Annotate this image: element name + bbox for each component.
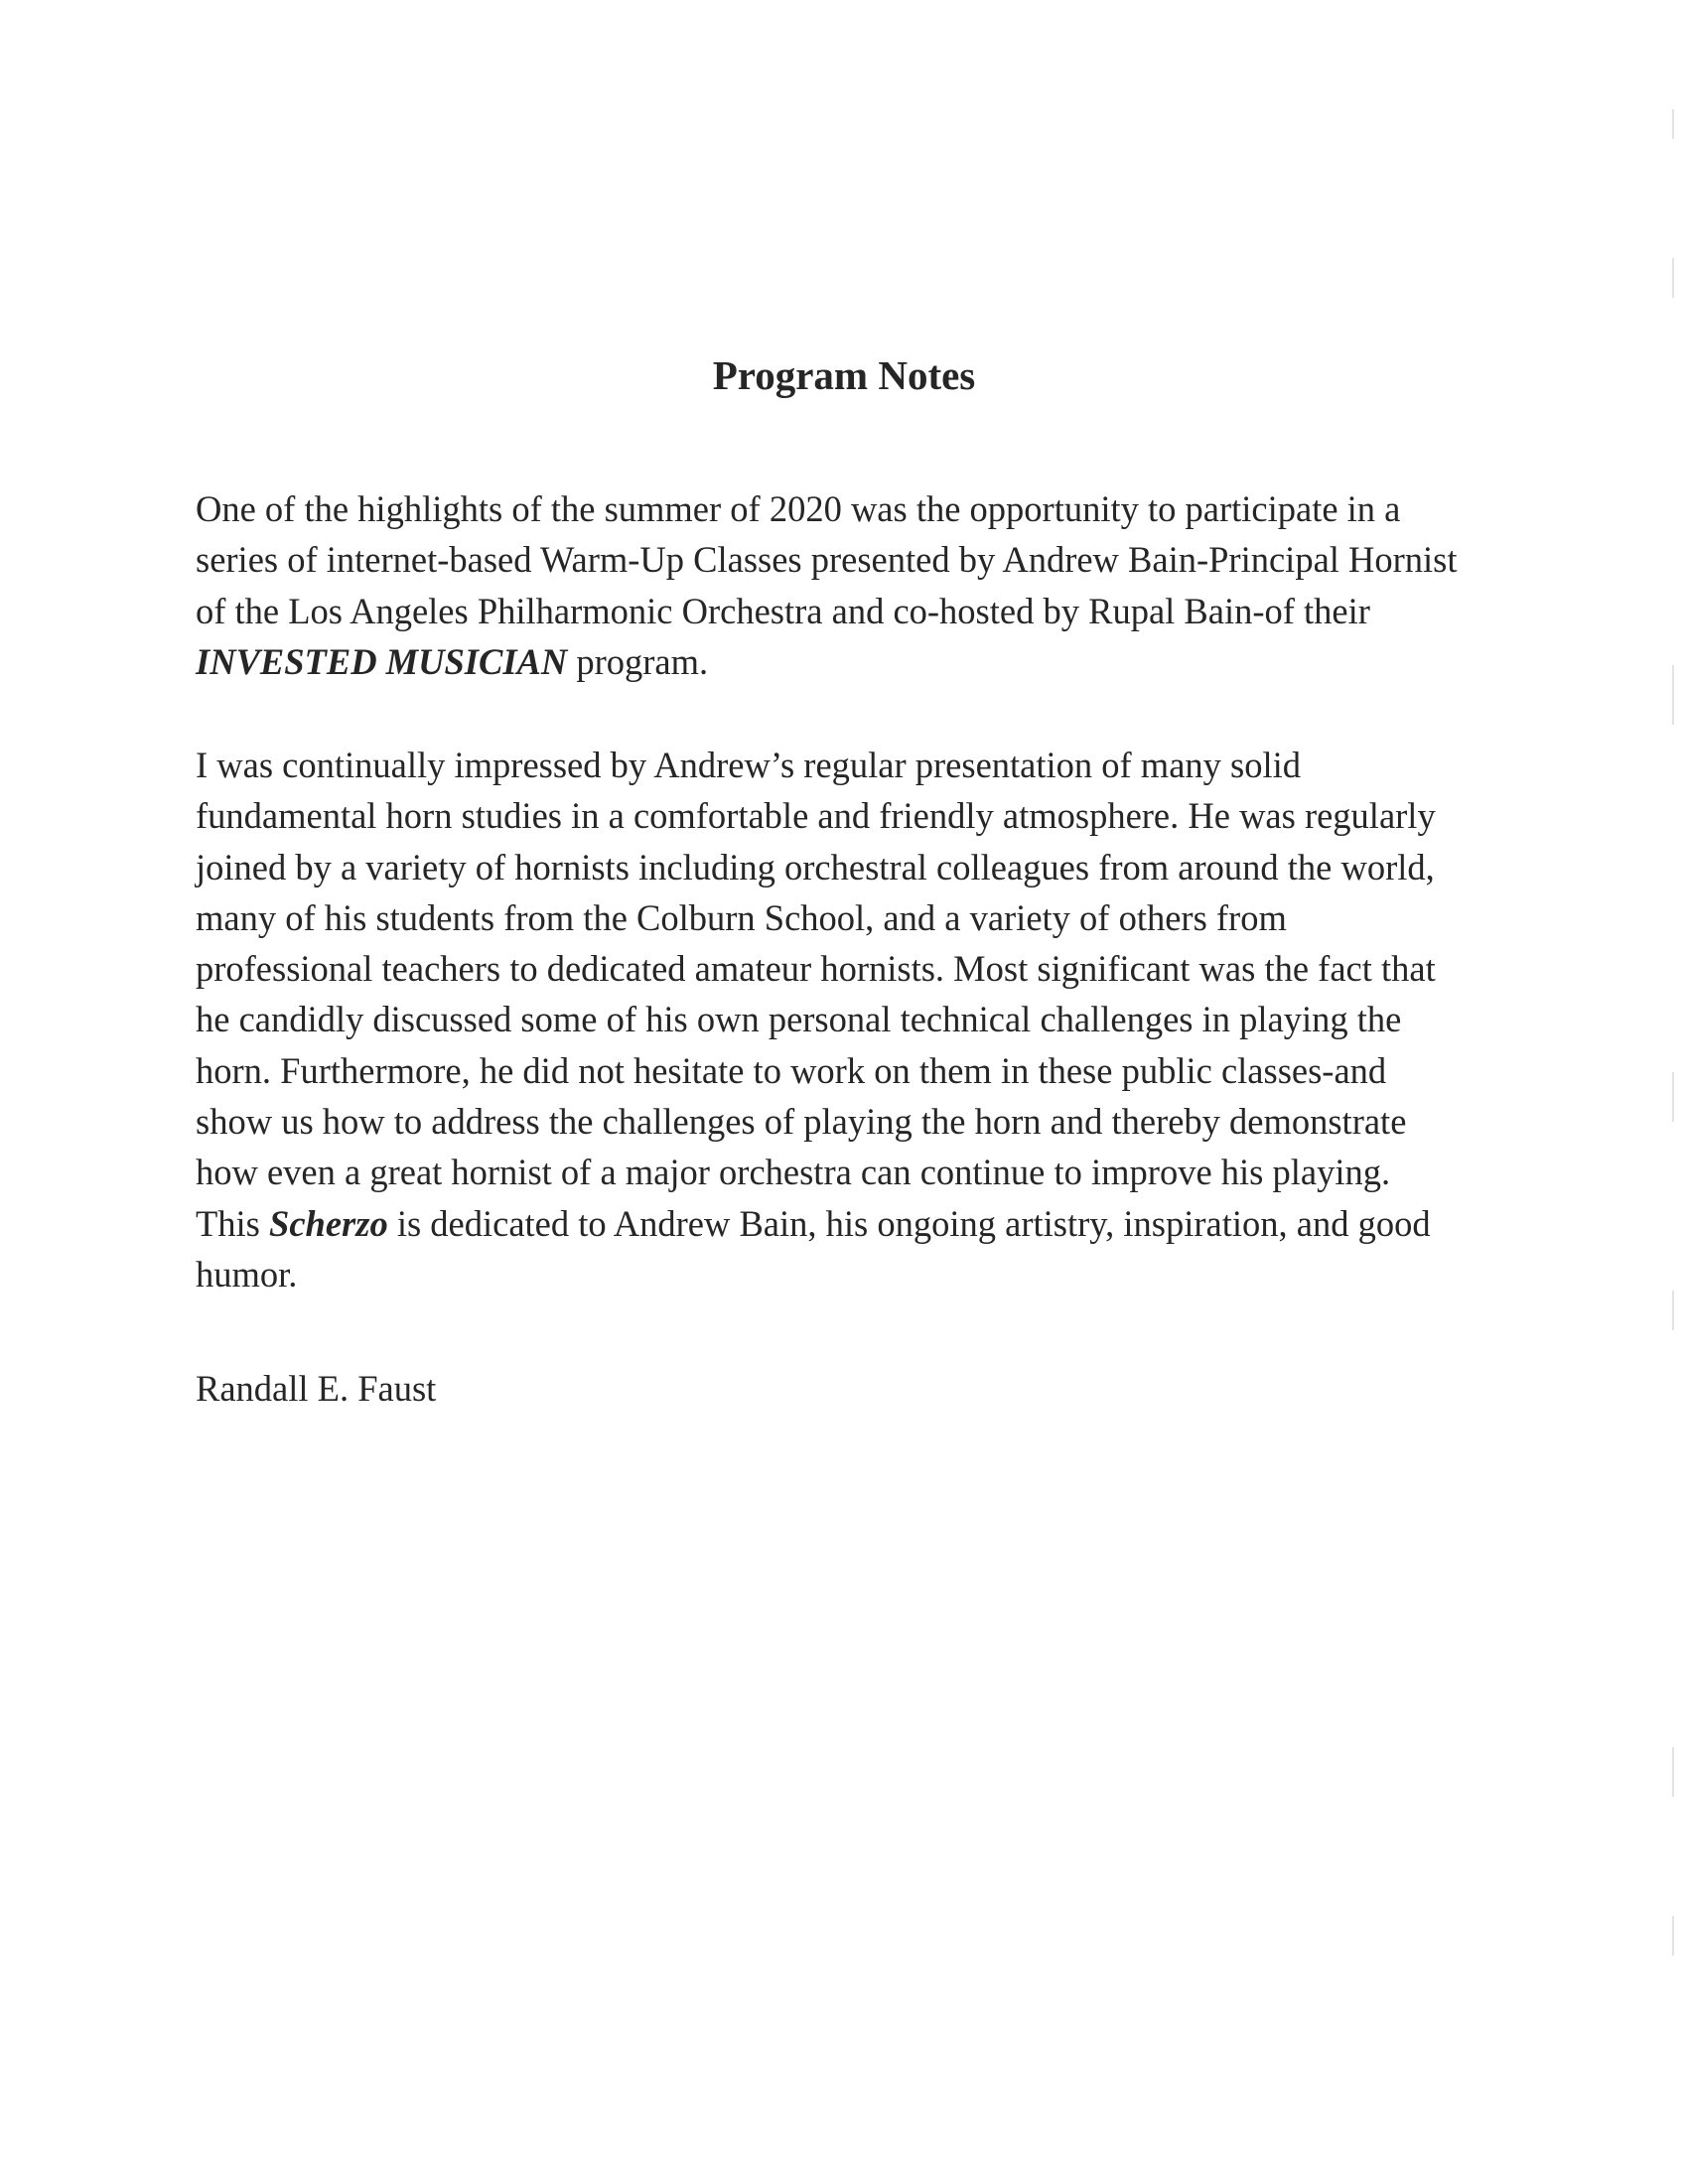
paragraph-line: horn. Furthermore, he did not hesitate to work on them in these public classes-and — [196, 1049, 1387, 1091]
scan-artifact — [1672, 1916, 1674, 1956]
paragraph-text: program. — [567, 640, 709, 682]
paragraph-line: many of his students from the Colburn School, and a variety of others from — [196, 896, 1287, 938]
paragraph-line: professional teachers to dedicated amateur hornists. Most significant was the fact that — [196, 948, 1436, 990]
paragraph-text: is dedicated to Andrew Bain, his ongoing artistry, inspiration, and good — [387, 1202, 1431, 1244]
author-signature: Randall E. Faust — [196, 1368, 437, 1409]
scan-artifact — [1672, 1747, 1674, 1797]
scan-artifact — [1672, 109, 1674, 139]
paragraph-line — [196, 1198, 1606, 1249]
paragraph-line: fundamental horn studies in a comfortable and friendly atmosphere. He was regularly — [196, 795, 1436, 837]
paragraph-line: joined by a variety of hornists including orchestral colleagues from around the world, — [196, 846, 1435, 887]
work-title: Scherzo — [269, 1202, 388, 1244]
paragraph-line: he candidly discussed some of his own personal technical challenges in playing the — [196, 999, 1402, 1040]
scan-artifact — [1672, 258, 1674, 298]
paragraph-body — [196, 740, 1606, 1299]
scan-artifact — [1672, 665, 1674, 725]
paragraph-line: show us how to address the challenges of playing the horn and thereby demonstrate — [196, 1101, 1407, 1143]
paragraph-line: humor. — [196, 1253, 298, 1295]
paragraph-line: One of the highlights of the summer of 2020 was the opportunity to participate in a — [196, 488, 1401, 529]
paragraph-text: This — [196, 1202, 270, 1244]
paragraph-line: how even a great hornist of a major orchestra can continue to improve his playing. — [196, 1152, 1391, 1193]
paragraph-line: series of internet-based Warm-Up Classes presented by Andrew Bain-Principal Hornist — [196, 539, 1458, 581]
paragraph-intro — [196, 483, 1606, 687]
scan-artifact — [1672, 1072, 1674, 1122]
paragraph-line: of the Los Angeles Philharmonic Orchestra and co-hosted by Rupal Bain-of their — [196, 590, 1370, 631]
paragraph-line — [196, 636, 1606, 687]
paragraph-line: I was continually impressed by Andrew’s regular presentation of many solid — [196, 745, 1302, 785]
page-title: Program Notes — [712, 352, 976, 398]
program-name: INVESTED MUSICIAN — [196, 640, 568, 682]
scan-artifact — [1672, 1291, 1674, 1330]
